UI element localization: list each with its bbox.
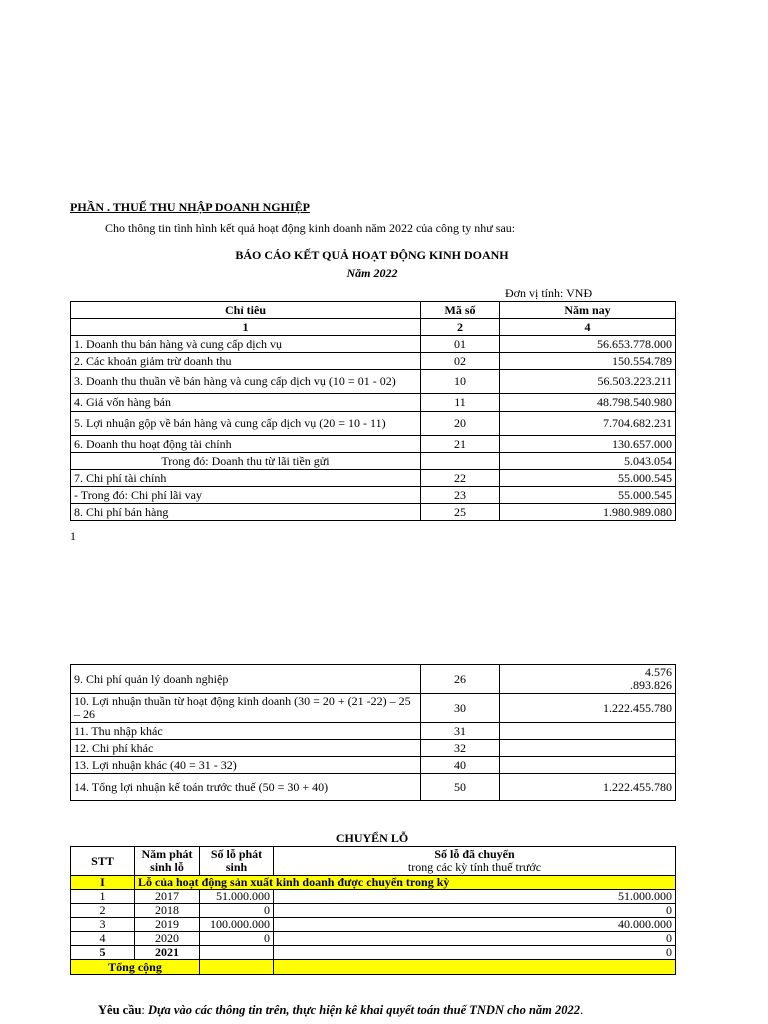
- table-row: [71, 336, 676, 353]
- row-label: - Trong đó: Chi phí lãi vay: [71, 487, 421, 504]
- row-label: 1. Doanh thu bán hàng và cung cấp dịch vụ: [71, 336, 421, 353]
- header-num: 4: [500, 319, 676, 336]
- header-carried-line: Số lỗ đã chuyển: [434, 847, 515, 861]
- row-stt: 2: [71, 904, 135, 918]
- row-value: [500, 723, 676, 740]
- row-code: 11: [421, 394, 500, 412]
- row-value: 55.000.545: [500, 470, 676, 487]
- row-code: 22: [421, 470, 500, 487]
- row-stt: 4: [71, 932, 135, 946]
- row-value-line: .893.826: [630, 678, 672, 692]
- row-amount: 0: [200, 904, 274, 918]
- row-code: 26: [421, 665, 500, 694]
- table-header-row: [71, 302, 676, 319]
- row-carried: 0: [274, 946, 676, 960]
- row-stt: 3: [71, 918, 135, 932]
- row-label: Trong đó: Doanh thu từ lãi tiền gửi: [71, 453, 421, 470]
- report-year: Năm 2022: [346, 266, 398, 280]
- header-num: 2: [421, 319, 500, 336]
- header-num: 1: [71, 319, 421, 336]
- row-amount: 0: [200, 932, 274, 946]
- total-row: [71, 960, 676, 975]
- table-row: [71, 470, 676, 487]
- requirement-text: Dựa vào các thông tin trên, thực hiện kê khai quyết toán thuế TNDN cho năm 2022: [148, 1003, 581, 1017]
- row-stt: 1: [71, 890, 135, 904]
- row-year: 2018: [135, 904, 200, 918]
- row-code: 30: [421, 694, 500, 723]
- table-row: [71, 370, 676, 394]
- page-number: 1: [70, 529, 76, 543]
- table-row: [71, 436, 676, 453]
- row-carried: 0: [274, 904, 676, 918]
- loss-table-title: CHUYỂN LỖ: [335, 831, 409, 845]
- table-row: [71, 694, 676, 723]
- row-code: [421, 453, 500, 470]
- row-year: 2019: [135, 918, 200, 932]
- row-value: 56.653.778.000: [500, 336, 676, 353]
- row-value: 55.000.545: [500, 487, 676, 504]
- row-code: 02: [421, 353, 500, 370]
- row-code: 32: [421, 740, 500, 757]
- row-value: 7.704.682.231: [500, 412, 676, 436]
- row-code: 10: [421, 370, 500, 394]
- row-amount: 51.000.000: [200, 890, 274, 904]
- header-year-line: sinh lỗ: [150, 860, 184, 874]
- row-label: 14. Tổng lợi nhuận kế toán trước thuế (50 = 30 + 40): [71, 774, 421, 801]
- row-value: [500, 740, 676, 757]
- row-code: 50: [421, 774, 500, 801]
- row-value: 1.980.989.080: [500, 504, 676, 521]
- header-stt: STT: [71, 847, 135, 876]
- table-row: [71, 904, 676, 918]
- table-row: [71, 932, 676, 946]
- requirement: [98, 1003, 583, 1018]
- header-chi-tieu: Chỉ tiêu: [71, 302, 421, 319]
- row-code: 21: [421, 436, 500, 453]
- loss-carryforward-table: [70, 846, 676, 975]
- row-label: 12. Chi phí khác: [71, 740, 421, 757]
- row-value: 1.222.455.780: [500, 694, 676, 723]
- table-row: [71, 453, 676, 470]
- row-label: 10. Lợi nhuận thuần từ hoạt động kinh doanh (30 = 20 + (21 -22) – 25 – 26: [71, 694, 421, 723]
- table-header-row: [71, 847, 676, 876]
- header-amount-line: Số lỗ phát: [210, 847, 263, 861]
- row-amount: [200, 946, 274, 960]
- report-title: BÁO CÁO KẾT QUẢ HOẠT ĐỘNG KINH DOANH: [235, 248, 509, 262]
- header-ma-so: Mã số: [421, 302, 500, 319]
- row-stt: 5: [71, 946, 135, 960]
- table-row: [71, 757, 676, 774]
- row-carried: 0: [274, 932, 676, 946]
- row-label: 2. Các khoản giảm trừ doanh thu: [71, 353, 421, 370]
- table-row: [71, 723, 676, 740]
- row-code: 20: [421, 412, 500, 436]
- table-row: [71, 504, 676, 521]
- table-row: [71, 487, 676, 504]
- row-code: 01: [421, 336, 500, 353]
- row-year: 2020: [135, 932, 200, 946]
- header-carried-line: trong các kỳ tính thuế trước: [407, 860, 542, 874]
- section-title: PHẦN . THUẾ THU NHẬP DOANH NGHIỆP: [70, 200, 310, 214]
- table-row: [71, 774, 676, 801]
- row-carried: 40.000.000: [274, 918, 676, 932]
- income-statement-table: [70, 301, 676, 521]
- row-label: 13. Lợi nhuận khác (40 = 31 - 32): [71, 757, 421, 774]
- header-year: [135, 847, 200, 876]
- table-row: [71, 740, 676, 757]
- table-row: [71, 412, 676, 436]
- row-label: 4. Giá vốn hàng bán: [71, 394, 421, 412]
- row-code: 23: [421, 487, 500, 504]
- row-label: 6. Doanh thu hoạt động tài chính: [71, 436, 421, 453]
- header-nam-nay: Năm nay: [500, 302, 676, 319]
- income-statement-table-continued: [70, 664, 676, 801]
- total-label: Tổng cộng: [71, 960, 200, 975]
- row-value: 5.043.054: [500, 453, 676, 470]
- group-stt: I: [71, 876, 135, 890]
- row-value: [500, 757, 676, 774]
- row-value: 150.554.789: [500, 353, 676, 370]
- row-label: 8. Chi phí bán hàng: [71, 504, 421, 521]
- requirement-label: Yêu cầu: [98, 1003, 142, 1017]
- row-code: 25: [421, 504, 500, 521]
- total-amount: [200, 960, 274, 975]
- row-label: 11. Thu nhập khác: [71, 723, 421, 740]
- intro-text: Cho thông tin tình hình kết quả hoạt động kinh doanh năm 2022 của công ty như sau:: [105, 221, 516, 235]
- header-amount-line: sinh: [225, 860, 248, 874]
- row-value: 56.503.223.211: [500, 370, 676, 394]
- unit-label: Đơn vị tính: VNĐ: [505, 286, 593, 300]
- row-year: 2021: [135, 946, 200, 960]
- table-row: [71, 918, 676, 932]
- row-amount: 100.000.000: [200, 918, 274, 932]
- row-value: [500, 665, 676, 694]
- total-carried: [274, 960, 676, 975]
- row-year: 2017: [135, 890, 200, 904]
- table-row: [71, 353, 676, 370]
- table-row: [71, 665, 676, 694]
- row-label: 7. Chi phí tài chính: [71, 470, 421, 487]
- row-value: 1.222.455.780: [500, 774, 676, 801]
- table-row: [71, 946, 676, 960]
- row-code: 40: [421, 757, 500, 774]
- table-row: [71, 394, 676, 412]
- header-carried: [274, 847, 676, 876]
- row-label: 3. Doanh thu thuần về bán hàng và cung cấp dịch vụ (10 = 01 - 02): [71, 370, 421, 394]
- row-code: 31: [421, 723, 500, 740]
- requirement-period: .: [580, 1003, 584, 1017]
- header-amount: [200, 847, 274, 876]
- requirement-colon: :: [141, 1003, 149, 1017]
- table-header-num-row: [71, 319, 676, 336]
- row-value: 48.798.540.980: [500, 394, 676, 412]
- group-label: Lỗ của hoạt động sản xuất kinh doanh được chuyển trong kỳ: [135, 876, 676, 890]
- row-value-line: 4.576: [645, 665, 672, 679]
- row-label: 5. Lợi nhuận gộp về bán hàng và cung cấp dịch vụ (20 = 10 - 11): [71, 412, 421, 436]
- header-year-line: Năm phát: [141, 847, 193, 861]
- row-label: 9. Chi phí quản lý doanh nghiệp: [71, 665, 421, 694]
- table-row: [71, 890, 676, 904]
- row-value: 130.657.000: [500, 436, 676, 453]
- group-row: [71, 876, 676, 890]
- row-carried: 51.000.000: [274, 890, 676, 904]
